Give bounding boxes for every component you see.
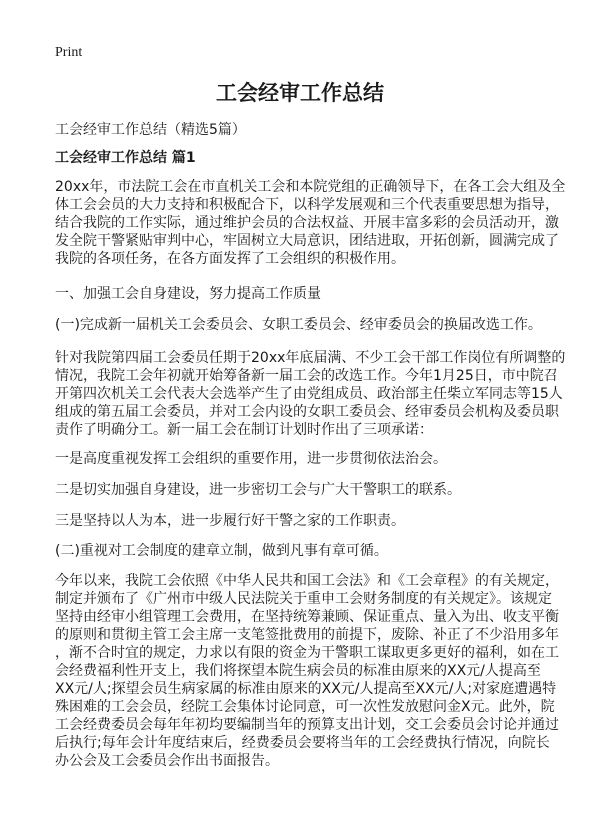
promise-3: 三是坚持以人为本，进一步履行好干警之家的工作职责。 [55, 513, 405, 529]
text-line: 坚持由经审小组管理工会费用，在坚持统筹兼顾、保证重点、量入为出、收支平衡 [55, 609, 559, 625]
paragraph-2 [55, 349, 566, 439]
text-line: 责作了明确分工。新一届工会在制订计划时作出了三项承诺： [55, 422, 433, 438]
text-line: 的原则和贯彻主管工会主席一支笔签批费用的前提下，废除、补正了不少沿用多年 [55, 627, 559, 643]
text-line: 组成的第五届工会委员，并对工会内设的女职工委员会、经审委员会机构及委员职 [55, 404, 559, 420]
paragraph-1 [55, 178, 566, 268]
paragraph-3 [55, 572, 559, 770]
text-line: 我院的各项任务，在各方面发挥了工会组织的积极作用。 [55, 251, 405, 267]
text-line: 20xx年，市法院工会在市直机关工会和本院党组的正确领导下，在各工会大组及全 [55, 179, 566, 195]
text-line: 工会经费委员会每年年初均要编制当年的预算支出计划，交工会委员会讨论并通过 [55, 717, 559, 733]
document-subtitle: 工会经审工作总结（精选5篇） [55, 122, 246, 138]
promise-2: 二是切实加强自身建设，进一步密切工会与广大干警职工的联系。 [55, 482, 461, 498]
text-line: 情况，我院工会年初就开始筹备新一届工会的改选工作。今年1月25日，市中院召 [55, 368, 558, 384]
text-line: ，渐不合时宜的规定，力求以有限的资金为干警职工谋取更多更好的福利，如在工 [55, 645, 559, 661]
text-line: 开第四次机关工会代表大会选举产生了由党组成员、政治部主任柴立军同志等15人 [55, 386, 563, 402]
text-line: 殊困难的工会会员，经院工会集体讨论同意，可一次性发放慰问金X元。此外，院 [55, 699, 555, 715]
text-line: 制定并颁布了《广州市中级人民法院关于重申工会财务制度的有关规定》。该规定 [55, 591, 552, 607]
page-title: 工会经审工作总结 [216, 81, 384, 105]
print-link[interactable]: Print [55, 45, 83, 60]
text-line: 今年以来，我院工会依照《中华人民共和国工会法》和《工会章程》的有关规定， [55, 573, 559, 589]
text-line: 针对我院第四届工会委员任期于20xx年底届满、不少工会干部工作岗位有所调整的 [55, 350, 566, 366]
promise-1: 一是高度重视发挥工会组织的重要作用，进一步贯彻依法治会。 [55, 451, 447, 467]
subheading-1: (一)完成新一届机关工会委员会、女职工委员会、经审委员会的换届改选工作。 [55, 317, 542, 333]
text-line: 办公会及工会委员会作出书面报告。 [55, 753, 279, 769]
text-line: 后执行;每年会计年度结束后，经费委员会要将当年的工会经费执行情况，向院长 [55, 735, 550, 751]
text-line: 发全院干警紧贴审判中心，牢固树立大局意识，团结进取，开拓创新，圆满完成了 [55, 233, 559, 249]
section-heading: 工会经审工作总结 篇1 [55, 150, 196, 166]
text-line: 体工会会员的大力支持和积极配合下，以科学发展观和三个代表重要思想为指导， [55, 197, 559, 213]
text-line: 结合我院的工作实际，通过维护会员的合法权益、开展丰富多彩的会员活动开，激 [55, 215, 559, 231]
heading-1: 一、加强工会自身建设，努力提高工作质量 [55, 286, 321, 302]
text-line: 会经费福利性开支上，我们将探望本院生病会员的标准由原来的XX元/人提高至 [55, 663, 541, 679]
subheading-2: (二)重视对工会制度的建章立制，做到凡事有章可循。 [55, 543, 388, 559]
text-line: XX元/人;探望会员生病家属的标准由原来的XX元/人提高至XX元/人;对家庭遭遇特 [55, 681, 557, 697]
